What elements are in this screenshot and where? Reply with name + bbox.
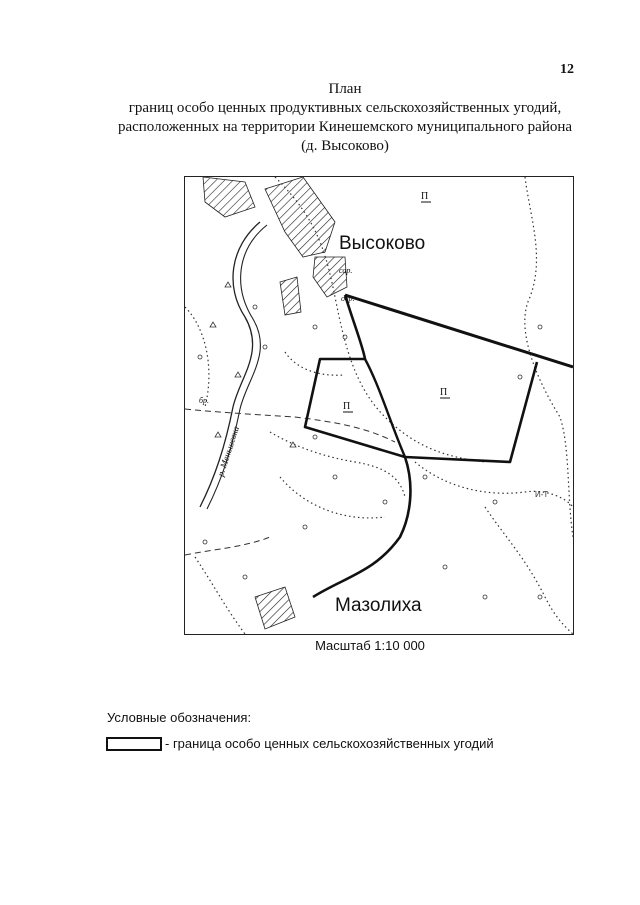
land-code-label-2: П <box>343 401 351 412</box>
title-line-4: (д. Высоково) <box>301 138 389 154</box>
label-br: бр. <box>199 396 210 405</box>
dotted-boundary-7 <box>485 507 573 634</box>
land-code-label-3: П <box>440 387 448 398</box>
river-line-2 <box>207 225 267 509</box>
village-label-north: Высоково <box>339 233 426 254</box>
river-name-label: р. Меньшевка <box>215 424 242 478</box>
hatched-area-south <box>255 587 295 629</box>
map-frame <box>184 176 574 635</box>
title-line-1: План <box>328 81 362 97</box>
label-sar: сар. <box>339 266 353 275</box>
label-ovr: овр. <box>341 294 355 303</box>
dotted-boundary-5 <box>280 477 385 518</box>
dashed-road-2 <box>185 537 270 555</box>
legend-boundary-swatch <box>106 737 162 751</box>
map-scale: Масштаб 1:10 000 <box>315 638 425 653</box>
land-code-label-1: П <box>421 191 429 202</box>
dotted-boundary-3 <box>185 307 209 407</box>
page-number: 12 <box>560 62 574 77</box>
dotted-boundary-8 <box>195 557 245 634</box>
inner-boundary <box>365 359 405 457</box>
map-markers <box>198 305 542 599</box>
legend-title: Условные обозначения: <box>107 710 252 725</box>
dotted-boundary-9 <box>285 352 345 375</box>
title-line-3: расположенных на территории Кинешемского муниципального района <box>117 119 573 135</box>
title-line-2: границ особо ценных продуктивных сельскохозяйственных угодий, <box>128 100 562 116</box>
legend-item-label: - граница особо ценных сельскохозяйственных угодий <box>165 736 494 751</box>
hatched-area-north <box>265 177 335 257</box>
hatched-area-small <box>280 277 301 315</box>
legend-item <box>106 736 494 751</box>
valuable-land-boundary-north <box>345 295 573 367</box>
document-title <box>0 80 640 156</box>
hatched-area-north-3 <box>203 177 255 217</box>
dotted-boundary-2 <box>525 177 573 537</box>
grid-note: И-Т <box>535 490 549 499</box>
hatched-area-north-2 <box>313 257 347 297</box>
valuable-land-boundary-south <box>313 457 410 597</box>
village-label-south: Мазолиха <box>335 595 422 616</box>
